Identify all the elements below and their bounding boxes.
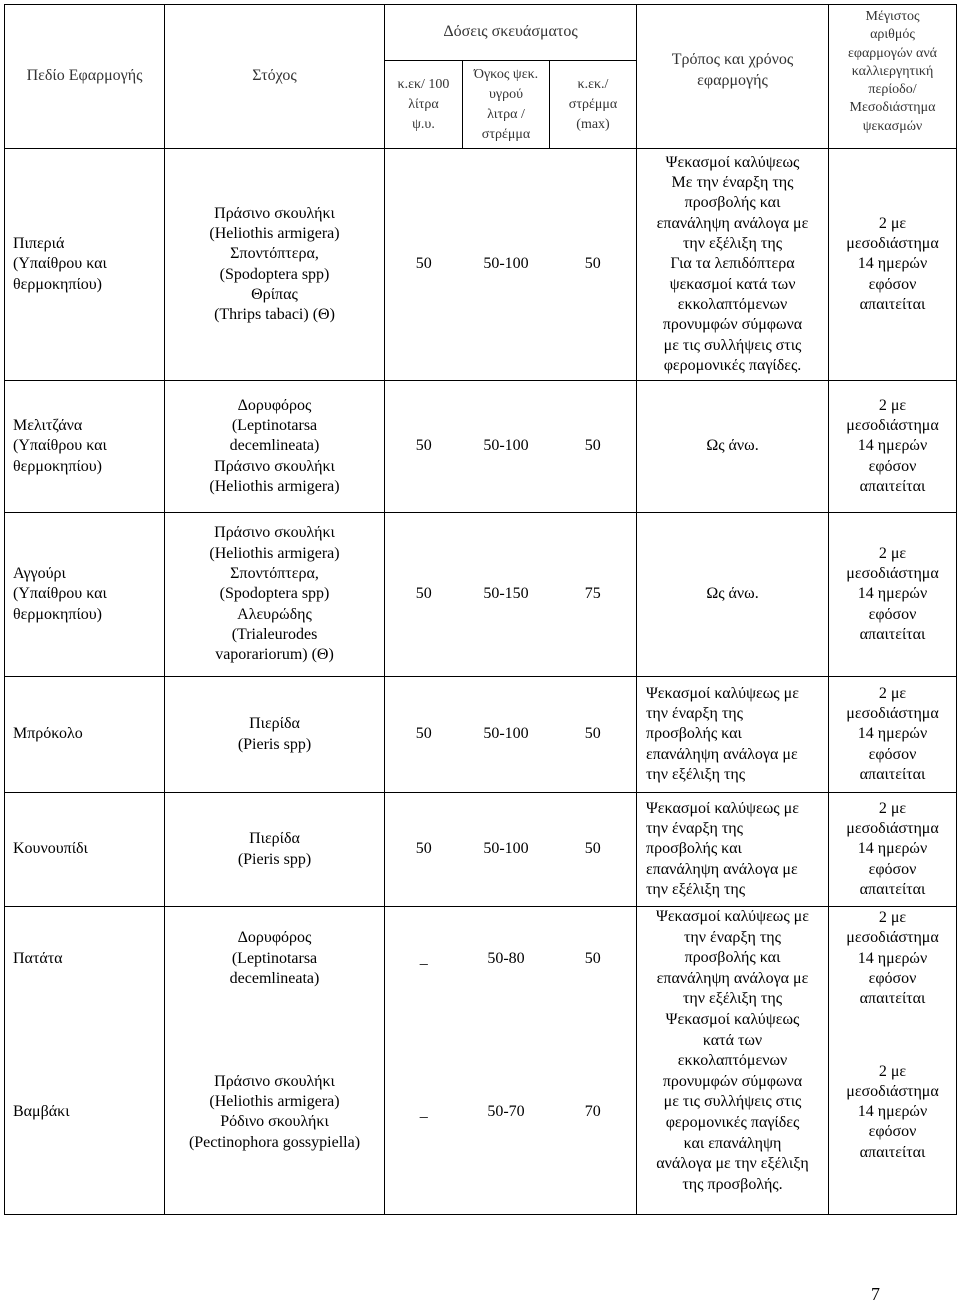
target-cell: Δορυφόρος (Leptinotarsa decemlineata) Πράσινο σκουλήκι (Heliothis armigera) <box>165 381 385 513</box>
method-cell: Ως άνω. <box>637 381 829 513</box>
crop-cell: Βαμβάκι <box>5 1011 165 1215</box>
target-cell: Πράσινο σκουλήκι (Heliothis armigera) Ρόδινο σκουλήκι (Pectinophora gossypiella) <box>165 1011 385 1215</box>
spray-volume-cell: 50-80 <box>463 907 550 1011</box>
dose-per-100l-cell: _ <box>385 907 463 1011</box>
dose-per-stremma-cell: 75 <box>550 513 637 677</box>
header-dose-per-100l: κ.εκ/ 100 λίτρα ψ.υ. <box>385 61 463 149</box>
max-applications-cell: 2 με μεσοδιάστημα 14 ημερών εφόσον απαιτείται <box>829 381 957 513</box>
dose-per-100l-cell: 50 <box>385 677 463 793</box>
crop-cell: Πιπεριά (Υπαίθρου και θερμοκηπίου) <box>5 149 165 381</box>
application-table <box>4 4 957 1215</box>
table-row-cauliflower <box>5 793 957 907</box>
table-row-eggplant <box>5 381 957 513</box>
target-cell: Δορυφόρος (Leptinotarsa decemlineata) <box>165 907 385 1011</box>
spray-volume-cell: 50-70 <box>463 1011 550 1215</box>
header-target: Στόχος <box>165 5 385 149</box>
max-applications-cell: 2 με μεσοδιάστημα 14 ημερών εφόσον απαιτείται <box>829 1011 957 1215</box>
header-row <box>5 5 957 61</box>
target-cell: Πιερίδα (Pieris spp) <box>165 677 385 793</box>
max-applications-cell: 2 με μεσοδιάστημα 14 ημερών εφόσον απαιτείται <box>829 907 957 1011</box>
dose-per-100l-cell: _ <box>385 1011 463 1215</box>
spray-volume-cell: 50-150 <box>463 513 550 677</box>
dose-per-100l-cell: 50 <box>385 793 463 907</box>
max-applications-cell: 2 με μεσοδιάστημα 14 ημερών εφόσον απαιτείται <box>829 793 957 907</box>
dose-per-100l-cell: 50 <box>385 381 463 513</box>
dose-per-stremma-cell: 70 <box>550 1011 637 1215</box>
max-applications-cell: 2 με μεσοδιάστημα 14 ημερών εφόσον απαιτείται <box>829 149 957 381</box>
spray-volume-cell: 50-100 <box>463 381 550 513</box>
target-cell: Πράσινο σκουλήκι (Heliothis armigera) Σποντόπτερα, (Spodoptera spp) Θρίπας (Thrips tabaci) (Θ) <box>165 149 385 381</box>
spray-volume-cell: 50-100 <box>463 793 550 907</box>
method-cell: Ψεκασμοί καλύψεως με την έναρξη της προσβολής και επανάληψη ανάλογα με την εξέλιξη της <box>637 677 829 793</box>
header-max-applications: Μέγιστος αριθμός εφαρμογών ανά καλλιεργητική περίοδο/ Μεσοδιάστημα ψεκασμών <box>829 5 957 149</box>
target-cell: Πράσινο σκουλήκι (Heliothis armigera) Σποντόπτερα, (Spodoptera spp) Αλευρώδης (Trialeurodes vaporariorum) (Θ) <box>165 513 385 677</box>
dose-per-stremma-cell: 50 <box>550 907 637 1011</box>
target-cell: Πιερίδα (Pieris spp) <box>165 793 385 907</box>
method-cell: Ψεκασμοί καλύψεως με την έναρξη της προσβολής και επανάληψη ανάλογα με την εξέλιξη της Ψεκασμοί καλύψεως κατά των εκκολαπτόμενων προνυμφών σύμφωνα με τις συλλήψεις στις φερομονικές παγίδες και επανάληψη ανάλογα με την εξέλιξη της προσβολής. <box>637 907 829 1215</box>
max-applications-cell: 2 με μεσοδιάστημα 14 ημερών εφόσον απαιτείται <box>829 677 957 793</box>
spray-volume-cell: 50-100 <box>463 677 550 793</box>
dose-per-100l-cell: 50 <box>385 513 463 677</box>
table-row-broccoli <box>5 677 957 793</box>
header-spray-volume: Όγκος ψεκ. υγρού λιτρα / στρέμμα <box>463 61 550 149</box>
spray-volume-cell: 50-100 <box>463 149 550 381</box>
crop-cell: Πατάτα <box>5 907 165 1011</box>
crop-cell: Μελιτζάνα (Υπαίθρου και θερμοκηπίου) <box>5 381 165 513</box>
dose-per-stremma-cell: 50 <box>550 381 637 513</box>
header-dose-per-stremma: κ.εκ./ στρέμμα (max) <box>550 61 637 149</box>
crop-cell: Μπρόκολο <box>5 677 165 793</box>
table-body <box>5 5 957 1215</box>
method-cell: Ψεκασμοί καλύψεως με την έναρξη της προσβολής και επανάληψη ανάλογα με την εξέλιξη της <box>637 793 829 907</box>
table-row-pepper <box>5 149 957 381</box>
dose-per-stremma-cell: 50 <box>550 149 637 381</box>
method-cell: Ψεκασμοί καλύψεως Με την έναρξη της προσβολής και επανάληψη ανάλογα με την εξέλιξη της Για τα λεπιδόπτερα ψεκασμοί κατά των εκκολαπτόμενων προνυμφών σύμφωνα με τις συλλήψεις στις φερομονικές παγίδες. <box>637 149 829 381</box>
dose-per-stremma-cell: 50 <box>550 677 637 793</box>
crop-cell: Κουνουπίδι <box>5 793 165 907</box>
table-row-potato <box>5 907 957 1011</box>
header-doses: Δόσεις σκευάσματος <box>385 5 637 61</box>
crop-cell: Αγγούρι (Υπαίθρου και θερμοκηπίου) <box>5 513 165 677</box>
dose-per-100l-cell: 50 <box>385 149 463 381</box>
max-applications-cell: 2 με μεσοδιάστημα 14 ημερών εφόσον απαιτείται <box>829 513 957 677</box>
header-method: Τρόπος και χρόνος εφαρμογής <box>637 5 829 149</box>
header-field: Πεδίο Εφαρμογής <box>5 5 165 149</box>
page-number: 7 <box>871 1284 880 1304</box>
table-row-cucumber <box>5 513 957 677</box>
method-cell: Ως άνω. <box>637 513 829 677</box>
dose-per-stremma-cell: 50 <box>550 793 637 907</box>
